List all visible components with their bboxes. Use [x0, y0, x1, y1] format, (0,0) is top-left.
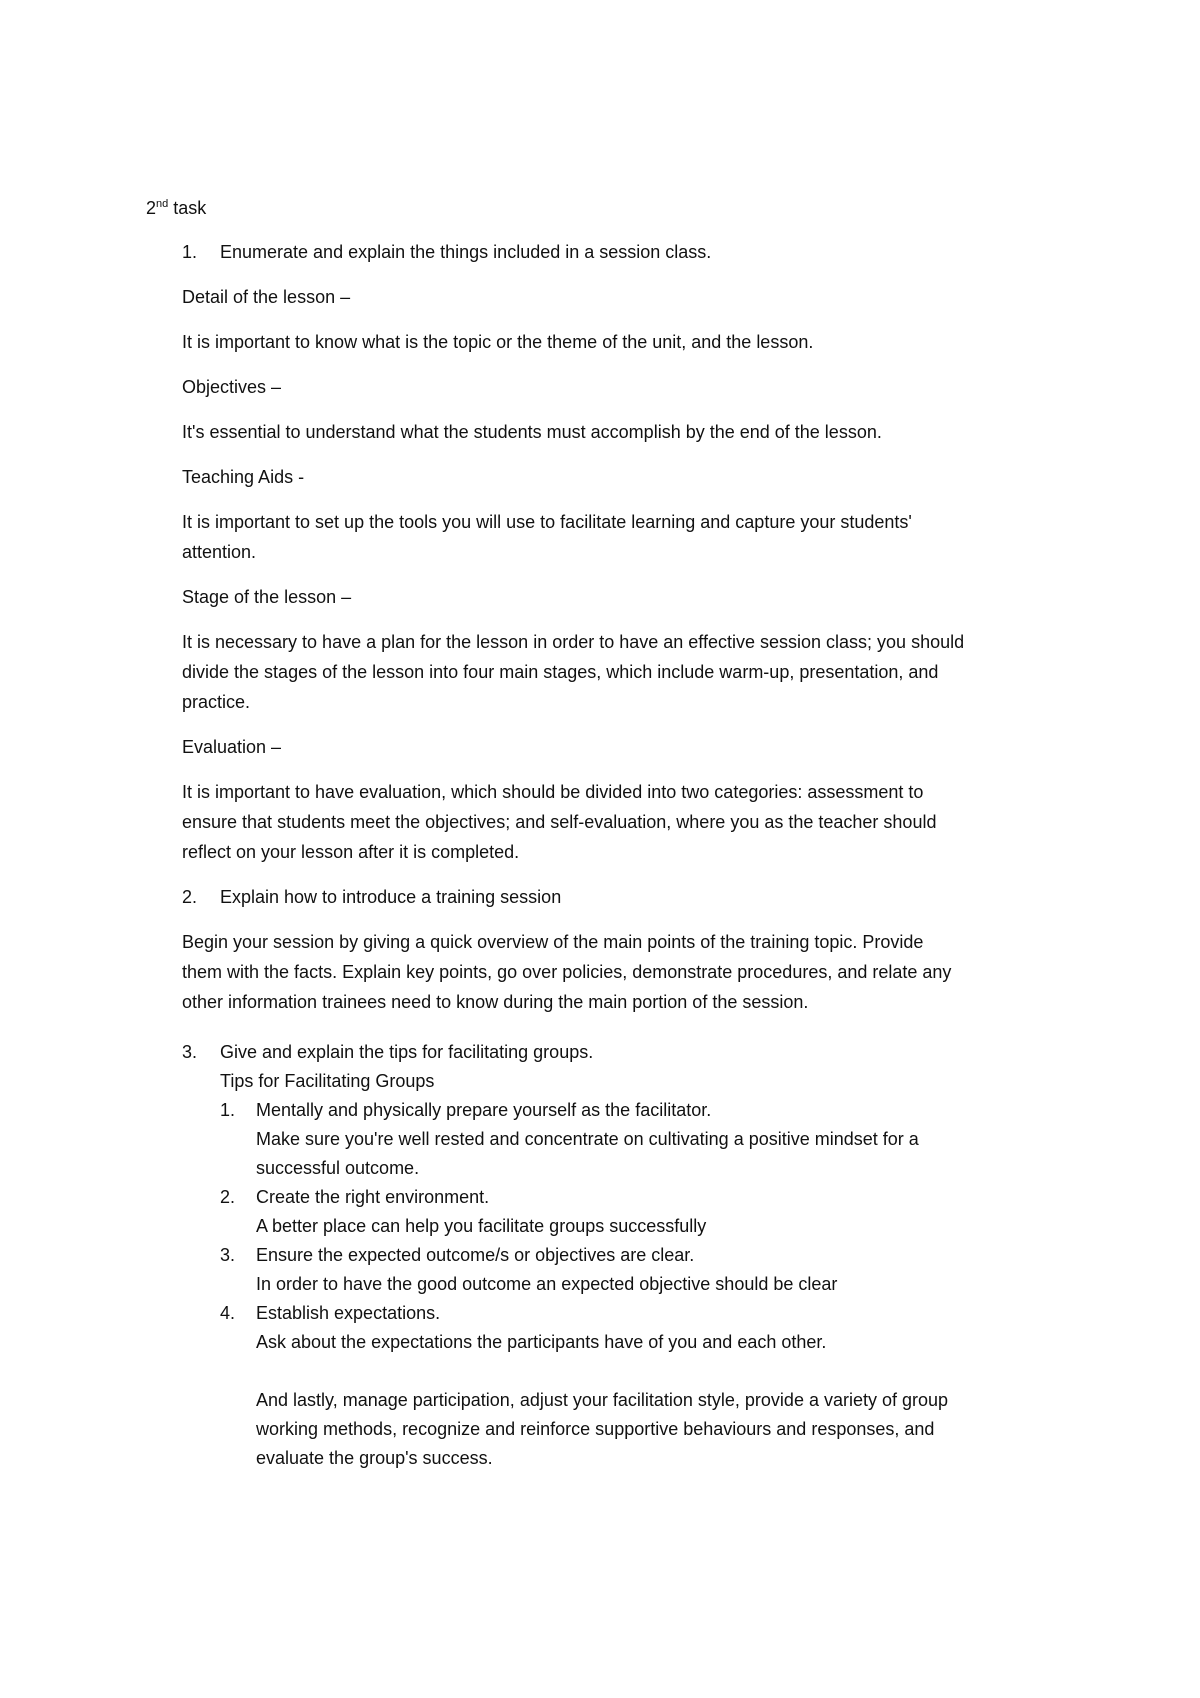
detail-label: Detail of the lesson – [182, 287, 351, 307]
stage-text-line-1: It is necessary to have a plan for the lesson in order to have an effective session class; you should [182, 632, 965, 652]
task-heading-number: 2 [146, 198, 157, 218]
question-3-number: 3. [182, 1042, 198, 1062]
detail-text: It is important to know what is the topic or the theme of the unit, and the lesson. [182, 332, 814, 352]
task-heading-label: task [168, 198, 207, 218]
stage-text-line-2: divide the stages of the lesson into four main stages, which include warm-up, presentation, and [182, 662, 939, 682]
evaluation-label: Evaluation – [182, 737, 282, 757]
task-heading-superscript: nd [156, 198, 169, 210]
question-1-text: Enumerate and explain the things included in a session class. [220, 242, 712, 262]
tip-2-number: 2. [220, 1187, 236, 1207]
closing-paragraph-line-3: evaluate the group's success. [256, 1448, 493, 1468]
tip-1-number: 1. [220, 1100, 236, 1120]
tip-1-title: Mentally and physically prepare yourself as the facilitator. [256, 1100, 712, 1120]
tip-2-description: A better place can help you facilitate groups successfully [256, 1216, 707, 1236]
tip-4-description: Ask about the expectations the participants have of you and each other. [256, 1332, 827, 1352]
evaluation-text-line-3: reflect on your lesson after it is completed. [182, 842, 520, 862]
tips-heading: Tips for Facilitating Groups [220, 1071, 435, 1091]
objectives-text: It's essential to understand what the students must accomplish by the end of the lesson. [182, 422, 882, 442]
teaching-aids-text-line-1: It is important to set up the tools you will use to facilitate learning and capture your students' [182, 512, 912, 532]
tip-4-title: Establish expectations. [256, 1303, 441, 1323]
tip-1-description-line-1: Make sure you're well rested and concentrate on cultivating a positive mindset for a [256, 1129, 919, 1149]
question-1-number: 1. [182, 242, 198, 262]
tip-4-number: 4. [220, 1303, 236, 1323]
question-3-text: Give and explain the tips for facilitating groups. [220, 1042, 594, 1062]
closing-paragraph-line-1: And lastly, manage participation, adjust your facilitation style, provide a variety of group [256, 1390, 949, 1410]
question-2-number: 2. [182, 887, 198, 907]
tip-3-number: 3. [220, 1245, 236, 1265]
tip-3-description: In order to have the good outcome an expected objective should be clear [256, 1274, 838, 1294]
question-2-text: Explain how to introduce a training session [220, 887, 562, 907]
question-2-answer-line-3: other information trainees need to know during the main portion of the session. [182, 992, 809, 1012]
evaluation-text-line-2: ensure that students meet the objectives; and self-evaluation, where you as the teacher should [182, 812, 937, 832]
teaching-aids-label: Teaching Aids - [182, 467, 305, 487]
tip-2-title: Create the right environment. [256, 1187, 490, 1207]
tip-1-description-line-2: successful outcome. [256, 1158, 420, 1178]
closing-paragraph-line-2: working methods, recognize and reinforce supportive behaviours and responses, and [256, 1419, 935, 1439]
objectives-label: Objectives – [182, 377, 282, 397]
teaching-aids-text-line-2: attention. [182, 542, 257, 562]
question-2-answer-line-2: them with the facts. Explain key points, go over policies, demonstrate procedures, and relate any [182, 962, 952, 982]
task-heading [146, 196, 206, 220]
stage-label: Stage of the lesson – [182, 587, 352, 607]
question-2-answer-line-1: Begin your session by giving a quick overview of the main points of the training topic. Provide [182, 932, 924, 952]
evaluation-text-line-1: It is important to have evaluation, which should be divided into two categories: assessment to [182, 782, 924, 802]
stage-text-line-3: practice. [182, 692, 251, 712]
tip-3-title: Ensure the expected outcome/s or objectives are clear. [256, 1245, 695, 1265]
